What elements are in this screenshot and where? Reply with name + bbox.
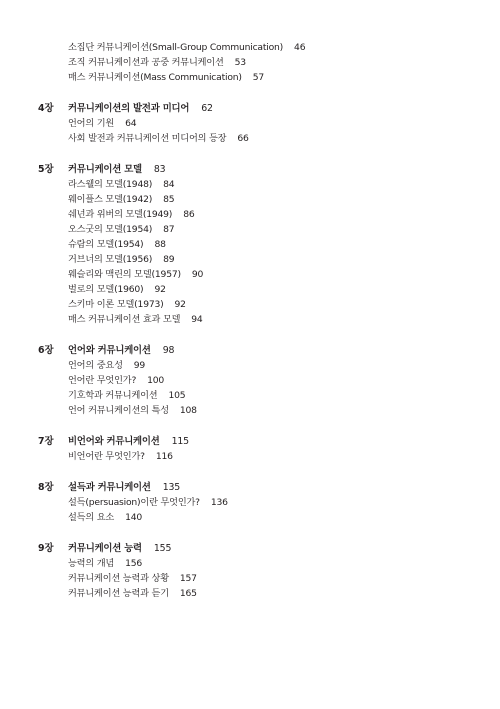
toc-entry	[68, 72, 264, 84]
toc-entry	[68, 224, 174, 236]
chapter-title-text: 비언어와 커뮤니케이션	[68, 436, 160, 447]
toc-entry	[68, 390, 185, 402]
toc-entry-title: 슈람의 모델(1954)	[68, 239, 144, 250]
toc-entry-title: 언어 커뮤니케이션의 특성	[68, 405, 169, 416]
toc-entry-title: 조직 커뮤니케이션과 공중 커뮤니케이션	[68, 57, 224, 68]
toc-entry-title: 쉐넌과 위버의 모델(1949)	[68, 209, 173, 220]
toc-entry-page: 66	[237, 133, 249, 144]
toc-entry-title: 능력의 개념	[68, 558, 115, 569]
toc-entry-title: 매스 커뮤니케이션(Mass Communication)	[68, 72, 242, 83]
toc-entry-title: 거브너의 모델(1956)	[68, 254, 153, 265]
toc-entry	[68, 512, 142, 524]
chapter-number: 4장	[38, 103, 54, 114]
toc-entry-page: 136	[210, 497, 228, 508]
toc-entry-title: 매스 커뮤니케이션 효과 모델	[68, 314, 181, 325]
toc-entry-title: 언어의 중요성	[68, 360, 123, 371]
toc-entry-page: 53	[234, 57, 246, 68]
toc-entry-page: 87	[163, 224, 175, 235]
chapter-heading	[0, 482, 500, 494]
chapter-page: 83	[153, 164, 166, 175]
toc-entry-page: 84	[163, 179, 175, 190]
chapter-title	[68, 164, 165, 176]
chapter-title	[68, 482, 180, 494]
toc-entry	[68, 209, 195, 221]
chapter-number: 7장	[38, 436, 54, 447]
chapter-number: 8장	[38, 482, 54, 493]
toc-entry-page: 64	[125, 118, 137, 129]
toc-entry-page: 105	[168, 390, 186, 401]
chapter-page: 115	[171, 436, 189, 447]
toc-entry	[68, 588, 197, 600]
toc-entry-title: 웨이플스 모델(1942)	[68, 194, 153, 205]
chapter-heading	[0, 543, 500, 555]
toc-entry	[68, 558, 142, 570]
toc-entry-page: 99	[133, 360, 146, 371]
chapter-title-text: 설득과 커뮤니케이션	[68, 482, 151, 493]
toc-entry-page: 86	[183, 209, 195, 220]
chapter-number: 9장	[38, 543, 54, 554]
toc-entry-title: 라스웰의 모델(1948)	[68, 179, 153, 190]
chapter-title-text: 커뮤니케이션 모델	[68, 164, 142, 175]
toc-entry-page: 156	[125, 558, 143, 569]
toc-entry-page: 92	[154, 284, 166, 295]
toc-entry-title: 웨슬리와 맥린의 모델(1957)	[68, 269, 181, 280]
toc-entry	[68, 239, 166, 251]
chapter-number: 5장	[38, 164, 54, 175]
toc-entry	[68, 497, 228, 509]
toc-entry	[68, 573, 197, 585]
toc-entry-page: 116	[155, 451, 173, 462]
chapter-page: 155	[153, 543, 172, 554]
toc-entry-title: 커뮤니케이션 능력과 듣기	[68, 588, 169, 599]
chapter-heading	[0, 345, 500, 357]
chapter-title	[68, 103, 213, 115]
chapter-page: 98	[162, 345, 175, 356]
toc-entry-page: 157	[179, 573, 197, 584]
toc-entry-title: 사회 발전과 커뮤니케이션 미디어의 등장	[68, 133, 227, 144]
chapter-title-text: 언어와 커뮤니케이션	[68, 345, 151, 356]
toc-entry	[68, 179, 174, 191]
toc-entry	[68, 375, 164, 387]
toc-entry-page: 140	[125, 512, 143, 523]
chapter-title-text: 커뮤니케이션의 발전과 미디어	[68, 103, 190, 114]
chapter-title	[68, 543, 171, 555]
toc-entry-page: 90	[191, 269, 204, 280]
toc-entry-title: 스키마 이론 모델(1973)	[68, 299, 164, 310]
chapter-title	[68, 436, 189, 448]
toc-entry	[68, 269, 203, 281]
toc-entry-title: 커뮤니케이션 능력과 상황	[68, 573, 169, 584]
toc-entry-page: 94	[191, 314, 203, 325]
toc-entry	[68, 42, 305, 54]
toc-entry-title: 벌로의 모델(1960)	[68, 284, 144, 295]
toc-entry-title: 오스굿의 모델(1954)	[68, 224, 153, 235]
toc-entry	[68, 360, 145, 372]
toc-entry-page: 108	[179, 405, 197, 416]
chapter-number: 6장	[38, 345, 54, 356]
toc-entry-page: 100	[147, 375, 165, 386]
chapter-page: 135	[162, 482, 181, 493]
toc-entry-title: 언어란 무엇인가?	[68, 375, 137, 386]
toc-entry	[68, 133, 249, 145]
toc-entry	[68, 451, 173, 463]
toc-entry	[68, 314, 203, 326]
toc-entry-title: 소집단 커뮤니케이션(Small-Group Communication)	[68, 42, 284, 53]
toc-entry-page: 165	[179, 588, 197, 599]
toc-entry-page: 92	[174, 299, 186, 310]
toc-entry	[68, 405, 197, 417]
toc-entry	[68, 299, 186, 311]
chapter-heading	[0, 103, 500, 115]
toc-entry-page: 46	[294, 42, 306, 53]
chapter-title	[68, 345, 174, 357]
chapter-page: 62	[201, 103, 213, 114]
toc-entry	[68, 284, 166, 296]
toc-entry-title: 설득(persuasion)이란 무엇인가?	[68, 497, 200, 508]
toc-entry-title: 설득의 요소	[68, 512, 115, 523]
toc-entry-title: 기호학과 커뮤니케이션	[68, 390, 158, 401]
chapter-title-text: 커뮤니케이션 능력	[68, 543, 142, 554]
chapter-heading	[0, 436, 500, 448]
toc-entry	[68, 194, 174, 206]
toc-entry-page: 85	[163, 194, 175, 205]
chapter-heading	[0, 164, 500, 176]
toc-entry-page: 89	[163, 254, 175, 265]
toc-entry-page: 57	[252, 72, 265, 83]
toc-entry-title: 비언어란 무엇인가?	[68, 451, 145, 462]
toc-entry	[68, 254, 174, 266]
toc-entry	[68, 118, 136, 130]
toc-entry	[68, 57, 246, 69]
toc-entry-title: 언어의 기원	[68, 118, 115, 129]
toc-entry-page: 88	[154, 239, 166, 250]
